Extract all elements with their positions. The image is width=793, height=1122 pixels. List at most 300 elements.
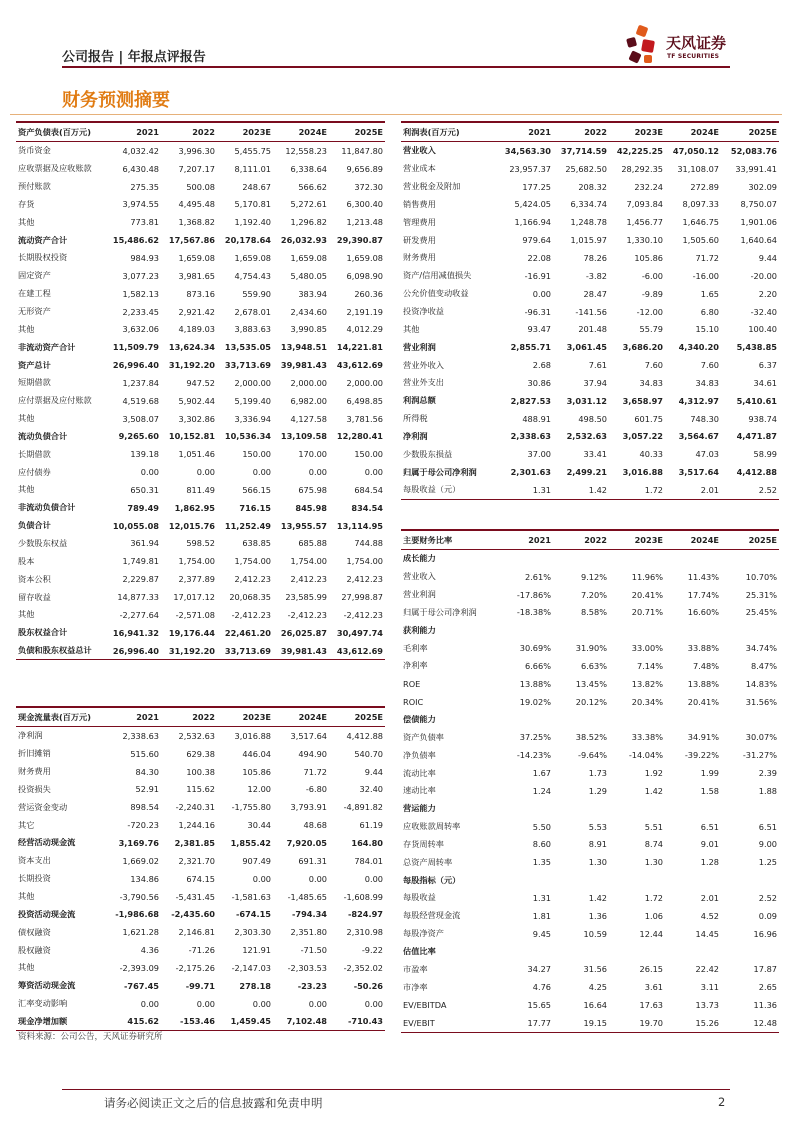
table-row: [16, 727, 385, 745]
cell-value: 26,025.87: [280, 627, 327, 638]
cell-value: 13,624.34: [168, 342, 215, 353]
table-row: [401, 392, 779, 410]
cell-value: 29,390.87: [336, 235, 383, 246]
cell-value: 947.52: [186, 377, 215, 388]
cell-value: 2.61%: [524, 571, 551, 582]
title-divider: [10, 114, 782, 115]
cell-value: 1.35: [532, 857, 551, 868]
cell-value: 34.83: [639, 377, 663, 388]
row-label: 营业外收入: [403, 359, 444, 370]
table-row: [401, 818, 779, 836]
table-row: [16, 959, 385, 977]
cell-value: 40.33: [639, 449, 663, 460]
cell-value: 13.45%: [575, 678, 607, 689]
row-label: 每股指标（元）: [403, 874, 461, 885]
cell-value: 3,996.30: [178, 145, 215, 156]
cell-value: 164.80: [351, 837, 383, 848]
cell-value: 9.01: [700, 839, 719, 850]
cell-value: 15.65: [527, 1000, 551, 1011]
cell-value: 14.45: [695, 928, 719, 939]
column-header: 2023E: [609, 122, 665, 142]
cell-value: 1.06: [644, 910, 663, 921]
row-label: 偿债能力: [403, 714, 436, 725]
cell-value: 17,017.12: [173, 592, 215, 603]
cell-value: 2,146.81: [178, 927, 215, 938]
cell-value: 26.15: [639, 964, 663, 975]
cell-value: [497, 871, 553, 889]
table-header-row: [16, 707, 385, 727]
cell-value: 11.96%: [631, 571, 663, 582]
income-statement-table: [401, 121, 779, 500]
table-row: [16, 499, 385, 517]
row-label: 流动资产合计: [18, 234, 68, 245]
cell-value: 2,412.23: [346, 574, 383, 585]
cell-value: 52,083.76: [730, 145, 777, 156]
table-row: [401, 428, 779, 446]
cell-value: 5,170.81: [234, 199, 271, 210]
table-row: [16, 445, 385, 463]
cell-value: 0.00: [308, 998, 327, 1009]
balance-sheet-table: [16, 121, 385, 660]
cell-value: 30.44: [247, 820, 271, 831]
table-row: [16, 977, 385, 995]
row-label: 每股净资产: [403, 928, 444, 939]
cell-value: 1,368.82: [178, 217, 215, 228]
cell-value: 2,338.63: [510, 431, 551, 442]
row-label: 所得税: [403, 413, 428, 424]
table-row: [16, 481, 385, 499]
row-label: 市盈率: [403, 963, 428, 974]
table-row: [16, 798, 385, 816]
cell-value: 898.54: [130, 802, 159, 813]
table-row: [401, 356, 779, 374]
footer-disclaimer: 请务必阅读正文之后的信息披露和免责申明: [104, 1096, 323, 1110]
cell-value: 71.72: [303, 766, 327, 777]
cell-value: 17,567.86: [168, 235, 215, 246]
cell-value: [553, 550, 609, 568]
cell-value: 938.74: [748, 413, 777, 424]
cell-value: 20.34%: [631, 696, 663, 707]
table-row: [16, 428, 385, 446]
column-header: 2022: [553, 530, 609, 550]
table-row: [401, 463, 779, 481]
cell-value: 26,996.40: [112, 360, 159, 371]
column-header: 2021: [105, 707, 161, 727]
table-row: [401, 604, 779, 622]
cell-value: 2,412.23: [290, 574, 327, 585]
cell-value: -2,240.31: [175, 802, 215, 813]
cell-value: 100.38: [186, 766, 215, 777]
cell-value: [721, 800, 779, 818]
cell-value: 7.20%: [580, 589, 607, 600]
cell-value: -3.82: [585, 270, 607, 281]
cell-value: 1,659.08: [346, 252, 383, 263]
cell-value: [609, 943, 665, 961]
cell-value: 25,682.50: [565, 163, 607, 174]
cell-value: 1,862.95: [174, 502, 215, 513]
cell-value: -12.00: [636, 306, 663, 317]
cell-value: -720.23: [127, 820, 159, 831]
table-header-row: [16, 122, 385, 142]
row-label: 其他: [18, 323, 35, 334]
cell-value: 0.00: [364, 873, 383, 884]
cell-value: -9.64%: [578, 750, 607, 761]
cell-value: 3,169.76: [118, 837, 159, 848]
cell-value: 4,519.68: [122, 395, 159, 406]
cell-value: 33.41: [583, 449, 607, 460]
table-row: [16, 941, 385, 959]
cell-value: 12.48: [721, 1014, 779, 1032]
row-label: 负债和股东权益总计: [16, 642, 105, 660]
row-label: 现金净增加额: [16, 1013, 105, 1031]
cell-value: 5.51: [644, 821, 663, 832]
row-label: 长期股权投资: [18, 252, 68, 263]
cell-value: 4,012.29: [346, 324, 383, 335]
table-row: [16, 392, 385, 410]
cell-value: 5,272.61: [290, 199, 327, 210]
row-label: 成长能力: [403, 553, 436, 564]
cell-value: 16.64: [583, 1000, 607, 1011]
table-row: [16, 303, 385, 321]
cell-value: 22.42: [695, 964, 719, 975]
cell-value: [497, 711, 553, 729]
table-row: [401, 960, 779, 978]
cell-value: 8.91: [588, 839, 607, 850]
cell-value: 0.00: [252, 998, 271, 1009]
cell-value: 1,051.46: [178, 449, 215, 460]
row-label: 营业成本: [403, 163, 436, 174]
row-label: 预付账款: [18, 181, 51, 192]
cell-value: 2,532.63: [566, 431, 607, 442]
row-label: 财务费用: [403, 252, 436, 263]
cell-value: -96.31: [524, 306, 551, 317]
cell-value: 1,754.00: [178, 556, 215, 567]
row-label: 营业税金及附加: [403, 181, 461, 192]
column-header: 2023E: [217, 707, 273, 727]
cell-value: 33,713.69: [217, 642, 273, 660]
cell-value: 488.91: [522, 413, 551, 424]
cell-value: 177.25: [522, 181, 551, 192]
row-label: 货币资金: [18, 145, 51, 156]
row-label: 应收票据及应收账款: [18, 163, 92, 174]
table-row: [16, 267, 385, 285]
table-row: [401, 621, 779, 639]
cell-value: 22,461.20: [224, 627, 271, 638]
cell-value: 13,114.95: [336, 520, 383, 531]
cell-value: 19.70: [609, 1014, 665, 1032]
cell-value: 150.00: [354, 449, 383, 460]
row-label: 每股收益（元）: [401, 481, 497, 499]
cell-value: 716.15: [239, 502, 271, 513]
row-label: 其他: [403, 323, 420, 334]
table-row: [16, 320, 385, 338]
row-label: 股东权益合计: [18, 627, 68, 638]
table-row: [401, 568, 779, 586]
cell-value: 0.00: [196, 998, 215, 1009]
cell-value: 170.00: [298, 449, 327, 460]
table-row: [401, 657, 779, 675]
table-row: [401, 943, 779, 961]
cell-value: 3,016.88: [622, 467, 663, 478]
cell-value: -2,571.08: [175, 609, 215, 620]
cell-value: 4,189.03: [178, 324, 215, 335]
cell-value: 515.60: [130, 748, 159, 759]
cell-value: -16.00: [692, 270, 719, 281]
cell-value: 629.38: [186, 748, 215, 759]
cell-value: 139.18: [130, 449, 159, 460]
row-label: 短期借款: [18, 377, 51, 388]
cell-value: 33,713.69: [224, 360, 271, 371]
cell-value: 744.88: [354, 538, 383, 549]
cell-value: 39,981.43: [273, 642, 329, 660]
cell-value: 2,827.53: [510, 395, 551, 406]
cell-value: -710.43: [329, 1013, 385, 1031]
cell-value: 9.12%: [580, 571, 607, 582]
cell-value: 0.00: [308, 467, 327, 478]
column-header: 2025E: [721, 530, 779, 550]
cell-value: -6.80: [305, 784, 327, 795]
row-label: 存货周转率: [403, 838, 444, 849]
table-row: [16, 570, 385, 588]
cell-value: 17.63: [639, 1000, 663, 1011]
row-label: 净利率: [403, 660, 428, 671]
row-label: 营运资金变动: [18, 801, 68, 812]
cell-value: 20.12%: [575, 696, 607, 707]
cell-value: 540.70: [354, 748, 383, 759]
cell-value: 84.30: [135, 766, 159, 777]
cell-value: 1.30: [588, 857, 607, 868]
cell-value: 260.36: [354, 288, 383, 299]
cell-value: -767.45: [124, 980, 159, 991]
row-label: 毛利率: [403, 642, 428, 653]
cell-value: 28,292.35: [621, 163, 663, 174]
row-label: 利润总额: [403, 395, 436, 406]
table-row: [401, 142, 779, 160]
table-row: [16, 231, 385, 249]
table-row: [16, 745, 385, 763]
cell-value: 598.52: [186, 538, 215, 549]
table-row: [401, 231, 779, 249]
row-label: 每股收益: [403, 892, 436, 903]
cell-value: 13,535.05: [224, 342, 271, 353]
cell-value: 4,340.20: [678, 342, 719, 353]
cell-value: 5.50: [532, 821, 551, 832]
cell-value: 4,412.88: [346, 730, 383, 741]
cell-value: [721, 943, 779, 961]
cell-value: 3,632.06: [122, 324, 159, 335]
cell-value: 16,941.32: [112, 627, 159, 638]
cell-value: 811.49: [186, 484, 215, 495]
logo-subtitle: TF SECURITIES: [667, 53, 720, 60]
cell-value: 4.25: [588, 982, 607, 993]
table-row: [16, 517, 385, 535]
cell-value: 2,855.71: [510, 342, 551, 353]
row-label: 投资损失: [18, 783, 51, 794]
cell-value: [553, 711, 609, 729]
cell-value: -2,435.60: [171, 909, 215, 920]
cell-value: 13.82%: [631, 678, 663, 689]
table-row: [401, 160, 779, 178]
row-label: 其他: [18, 413, 35, 424]
cell-value: -5,431.45: [175, 891, 215, 902]
row-label: 应付票据及应付账款: [18, 395, 92, 406]
row-label: 非流动负债合计: [18, 502, 76, 513]
cell-value: 446.04: [242, 748, 271, 759]
cell-value: 10.59: [583, 928, 607, 939]
cell-value: 13.88%: [687, 678, 719, 689]
table-row: [16, 285, 385, 303]
cell-value: 8.58%: [580, 607, 607, 618]
row-label: 营业收入: [403, 145, 436, 156]
cell-value: 43,612.69: [336, 360, 383, 371]
cell-value: [665, 621, 721, 639]
cell-value: 784.01: [354, 855, 383, 866]
cell-value: 37.25%: [519, 732, 551, 743]
cell-value: 4.52: [700, 910, 719, 921]
table-row: [401, 267, 779, 285]
row-label: EV/EBIT: [401, 1014, 497, 1032]
logo-mark-icon: [622, 24, 666, 68]
cell-value: 34,563.30: [504, 145, 551, 156]
cell-value: -2,175.26: [175, 962, 215, 973]
table-row: [16, 196, 385, 214]
cell-value: 20,068.35: [229, 592, 271, 603]
cell-value: 47,050.12: [672, 145, 719, 156]
cell-value: 3,508.07: [122, 413, 159, 424]
cell-value: -674.15: [236, 909, 271, 920]
table-row: [16, 160, 385, 178]
column-header: 2025E: [329, 122, 385, 142]
cell-value: 6.80: [700, 306, 719, 317]
row-label: 公允价值变动收益: [403, 288, 469, 299]
table-row: [401, 907, 779, 925]
cell-value: 4.76: [532, 982, 551, 993]
row-label: 净利润: [18, 730, 43, 741]
cell-value: 559.90: [242, 288, 271, 299]
cell-value: 1,192.40: [234, 217, 271, 228]
cell-value: 8.47%: [750, 660, 777, 671]
table-row: [16, 995, 385, 1013]
cell-value: 1.92: [644, 768, 663, 779]
cell-value: 275.35: [130, 181, 159, 192]
cell-value: 19.02%: [519, 696, 551, 707]
cell-value: 1.24: [532, 785, 551, 796]
cell-value: 9,656.89: [346, 163, 383, 174]
cell-value: 383.94: [298, 288, 327, 299]
cell-value: 34.91%: [687, 732, 719, 743]
cell-value: [721, 871, 779, 889]
cell-value: 15.10: [695, 324, 719, 335]
table-row: [401, 178, 779, 196]
cell-value: 71.72: [695, 252, 719, 263]
table-row: [16, 178, 385, 196]
cell-value: 4,312.97: [678, 395, 719, 406]
cell-value: 1.42: [588, 892, 607, 903]
cell-value: 4,412.88: [736, 467, 777, 478]
cell-value: 201.48: [578, 324, 607, 335]
cell-value: 105.86: [242, 766, 271, 777]
row-label: 经营活动现金流: [18, 837, 76, 848]
row-label: 营运能力: [403, 803, 436, 814]
cell-value: 11,847.80: [341, 145, 383, 156]
table-title: 利润表(百万元): [401, 122, 497, 142]
cell-value: 1,646.75: [682, 217, 719, 228]
row-label: 其他: [18, 891, 35, 902]
cell-value: 1,855.42: [230, 837, 271, 848]
row-label: 其它: [18, 819, 35, 830]
table-row: [16, 905, 385, 923]
cell-value: 1,330.10: [626, 235, 663, 246]
cell-value: 115.62: [186, 784, 215, 795]
cell-value: 789.49: [127, 502, 159, 513]
table-row: [401, 410, 779, 428]
row-label: 每股经营现金流: [403, 910, 461, 921]
section-title: 财务预测摘要: [62, 90, 170, 111]
cell-value: 3,077.23: [122, 270, 159, 281]
cell-value: 31.56%: [745, 696, 777, 707]
cell-value: 3,061.45: [566, 342, 607, 353]
cell-value: 12.44: [639, 928, 663, 939]
cell-value: 8,111.01: [234, 163, 271, 174]
cell-value: 4,127.58: [290, 413, 327, 424]
cell-value: 10,152.81: [168, 431, 215, 442]
cell-value: 6,430.48: [122, 163, 159, 174]
cell-value: 4,471.87: [736, 431, 777, 442]
cell-value: 1.99: [700, 768, 719, 779]
cell-value: 78.26: [583, 252, 607, 263]
cell-value: 6,098.90: [346, 270, 383, 281]
table-title: 现金流量表(百万元): [16, 707, 105, 727]
cell-value: -1,608.99: [343, 891, 383, 902]
table-row: [401, 836, 779, 854]
row-label: 股权融资: [18, 944, 51, 955]
cell-value: 1,505.60: [682, 235, 719, 246]
cell-value: 272.89: [690, 181, 719, 192]
cell-value: 5,424.05: [514, 199, 551, 210]
table-row: [16, 588, 385, 606]
cell-value: 5,410.61: [736, 395, 777, 406]
cell-value: 30,497.74: [336, 627, 383, 638]
row-label: 流动比率: [403, 767, 436, 778]
table-row: [16, 356, 385, 374]
table-row: [16, 781, 385, 799]
cell-value: 0.00: [308, 873, 327, 884]
cell-value: 984.93: [130, 252, 159, 263]
row-label: 固定资产: [18, 270, 51, 281]
cell-value: 5,480.05: [290, 270, 327, 281]
row-label: 归属于母公司净利润: [403, 466, 477, 477]
cell-value: -14.04%: [628, 750, 663, 761]
table-row: [16, 1013, 385, 1031]
table-row: [401, 338, 779, 356]
column-header: 2024E: [665, 530, 721, 550]
cell-value: 2.52: [721, 481, 779, 499]
cell-value: 33.00%: [631, 643, 663, 654]
cell-value: 638.85: [242, 538, 271, 549]
cell-value: 8.74: [644, 839, 663, 850]
table-row: [16, 535, 385, 553]
cell-value: 2,377.89: [178, 574, 215, 585]
cell-value: 0.00: [252, 873, 271, 884]
cell-value: 2.39: [758, 768, 777, 779]
cell-value: 6,498.85: [346, 395, 383, 406]
row-label: 债权融资: [18, 926, 51, 937]
cell-value: 3,990.85: [290, 324, 327, 335]
cell-value: 30.69%: [519, 643, 551, 654]
cell-value: 12,015.76: [168, 520, 215, 531]
cell-value: 845.98: [295, 502, 327, 513]
cell-value: 20,178.64: [224, 235, 271, 246]
